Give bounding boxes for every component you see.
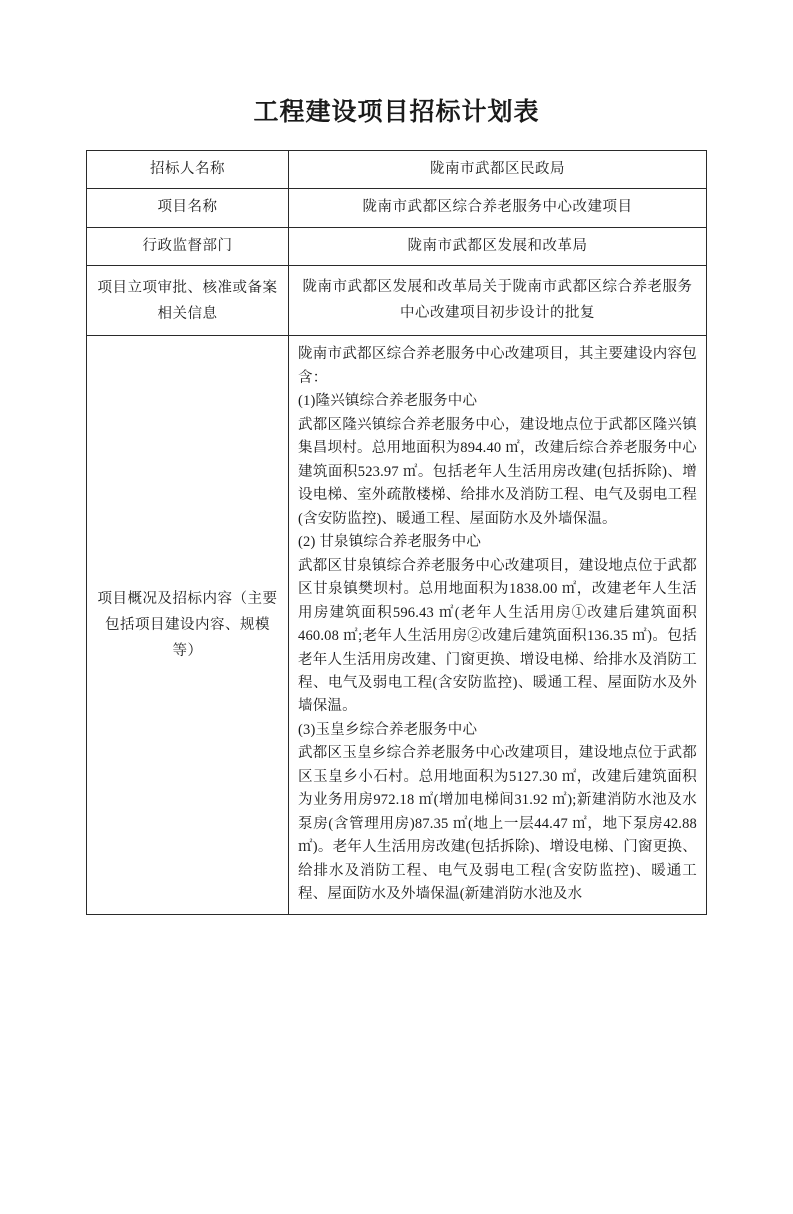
row-value-approval-info-line1: 陇南市武都区发展和改革局关于陇南市武都区综合养老服务 bbox=[302, 279, 693, 296]
table-row bbox=[87, 266, 707, 336]
row-label-approval-info-line1: 项目立项审批、核准或备案 bbox=[97, 279, 278, 296]
overview-paragraph: 武都区甘泉镇综合养老服务中心改建项目，建设地点位于武都区甘泉镇樊坝村。总用地面积为1838.00 ㎡，改建老年人生活用房建筑面积596.43 ㎡(老年人生活用房①改建后建筑面积460.08 ㎡;老年人生活用房②改建后建筑面积136.35 ㎡)。包括老年人生活用房改建、门窗更换、增设电梯、给排水及消防工程、电气及弱电工程(含安防监控)、暖通工程、屋面防水及外墙保温。 bbox=[298, 557, 697, 715]
row-label-project-name: 项目名称 bbox=[87, 189, 289, 227]
page-title: 工程建设项目招标计划表 bbox=[253, 99, 540, 126]
document-page bbox=[0, 92, 793, 1214]
overview-paragraph: 陇南市武都区综合养老服务中心改建项目，其主要建设内容包含： bbox=[298, 346, 697, 386]
row-label-approval-info bbox=[87, 266, 289, 336]
overview-paragraph: (3)玉皇乡综合养老服务中心 bbox=[298, 721, 478, 738]
row-value-approval-info-line2: 中心改建项目初步设计的批复 bbox=[400, 304, 595, 321]
row-value-approval-info bbox=[289, 266, 707, 336]
bidding-plan-table bbox=[86, 150, 707, 915]
row-value-bidder-name: 陇南市武都区民政局 bbox=[289, 151, 707, 189]
row-label-project-overview bbox=[87, 336, 289, 915]
row-label-bidder-name: 招标人名称 bbox=[87, 151, 289, 189]
overview-paragraph: (2) 甘泉镇综合养老服务中心 bbox=[298, 534, 482, 551]
table-row bbox=[87, 151, 707, 189]
table-row bbox=[87, 189, 707, 227]
overview-paragraph: 武都区玉皇乡综合养老服务中心改建项目，建设地点位于武都区玉皇乡小石村。总用地面积为5127.30 ㎡，改建后建筑面积为业务用房972.18 ㎡(增加电梯间31.92 ㎡);新建消防水池及水泵房(含管理用房)87.35 ㎡(地上一层44.47 ㎡，地下泵房42.88 ㎡)。老年人生活用房改建(包括拆除)、增设电梯、门窗更换、给排水及消防工程、电气及弱电工程(含安防监控)、暖通工程、屋面防水及外墙保温(新建消防水池及水 bbox=[298, 745, 697, 903]
row-value-project-name: 陇南市武都区综合养老服务中心改建项目 bbox=[289, 189, 707, 227]
row-label-project-overview-line3: 等） bbox=[172, 643, 203, 660]
overview-paragraph: 武都区隆兴镇综合养老服务中心，建设地点位于武都区隆兴镇集昌坝村。总用地面积为894.40 ㎡，改建后综合养老服务中心建筑面积523.97 ㎡。包括老年人生活用房改建(包括拆除)、增设电梯、室外疏散楼梯、给排水及消防工程、电气及弱电工程(含安防监控)、暖通工程、屋面防水及外墙保温。 bbox=[298, 416, 697, 527]
overview-paragraph: (1)隆兴镇综合养老服务中心 bbox=[298, 393, 478, 410]
row-label-project-overview-line2: 包括项目建设内容、规模 bbox=[105, 616, 270, 633]
row-value-project-overview bbox=[289, 336, 707, 915]
table-row bbox=[87, 227, 707, 265]
row-value-supervision-dept: 陇南市武都区发展和改革局 bbox=[289, 227, 707, 265]
table-row bbox=[87, 336, 707, 915]
row-label-project-overview-line1: 项目概况及招标内容（主要 bbox=[97, 590, 278, 607]
row-label-supervision-dept: 行政监督部门 bbox=[87, 227, 289, 265]
row-label-approval-info-line2: 相关信息 bbox=[157, 305, 218, 322]
